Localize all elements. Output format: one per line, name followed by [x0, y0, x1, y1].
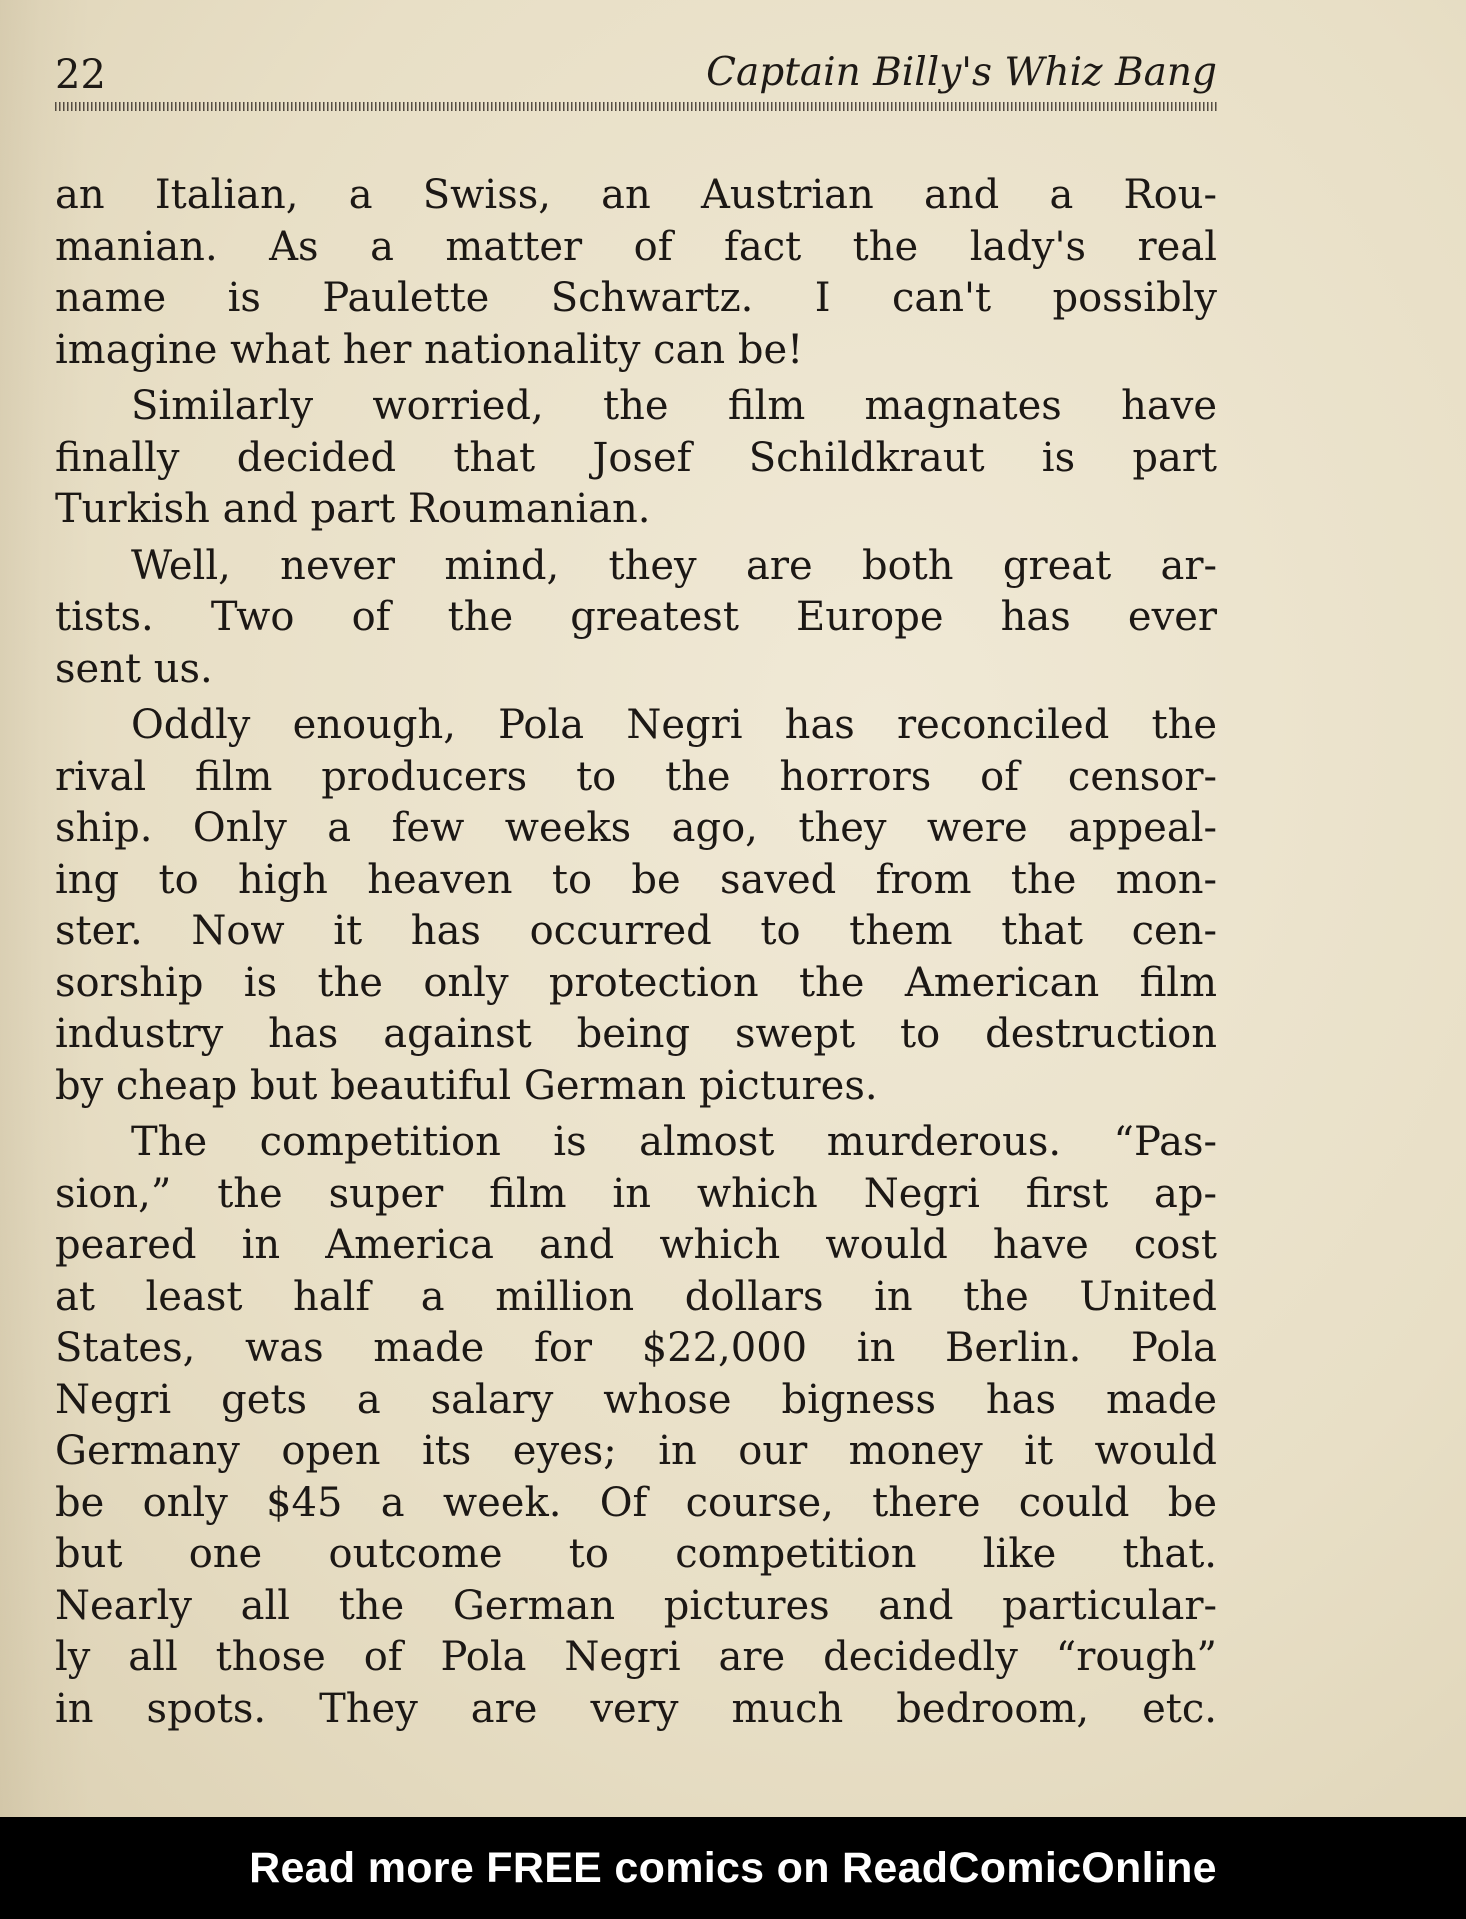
- promo-banner-text[interactable]: Read more FREE comics on ReadComicOnline: [249, 1843, 1217, 1892]
- text-line: Germany open its eyes; in our money it would: [55, 1428, 1217, 1474]
- text-line: States, was made for $22,000 in Berlin. Pola: [55, 1325, 1217, 1371]
- running-title: Captain Billy's Whiz Bang: [706, 50, 1217, 95]
- text-line: Oddly enough, Pola Negri has reconciled the: [131, 702, 1217, 748]
- text-line: industry has against being swept to destruction: [55, 1011, 1217, 1057]
- paragraph-5: [55, 1117, 1217, 1735]
- text-line: tists. Two of the greatest Europe has ever: [55, 594, 1217, 640]
- paragraph-1: [55, 170, 1217, 376]
- text-line: ly all those of Pola Negri are decidedly “rough”: [55, 1634, 1217, 1680]
- header-rule: [55, 102, 1217, 111]
- text-line: at least half a million dollars in the United: [55, 1273, 1217, 1320]
- text-line: sorship is the only protection the American film: [55, 959, 1217, 1006]
- text-line: peared in America and which would have cost: [55, 1222, 1217, 1268]
- paragraph-4: [55, 700, 1217, 1112]
- text-line: but one outcome to competition like that.: [55, 1531, 1217, 1577]
- text-line: ing to high heaven to be saved from the mon-: [55, 856, 1217, 903]
- text-line: finally decided that Josef Schildkraut is part: [55, 434, 1217, 481]
- text-line: sion,” the super film in which Negri first ap-: [55, 1170, 1217, 1217]
- text-line: The competition is almost murderous. “Pas-: [131, 1119, 1217, 1165]
- text-line: manian. As a matter of fact the lady's real: [55, 223, 1217, 270]
- text-line: sent us.: [55, 645, 213, 692]
- paragraph-3: [55, 541, 1217, 696]
- text-line: Nearly all the German pictures and particular-: [55, 1582, 1217, 1629]
- page-header: [55, 50, 1217, 110]
- text-line: be only $45 a week. Of course, there could be: [55, 1479, 1217, 1526]
- paragraph-2: [55, 381, 1217, 536]
- text-line: Well, never mind, they are both great ar-: [131, 542, 1217, 589]
- text-line: name is Paulette Schwartz. I can't possibly: [55, 275, 1217, 321]
- text-line: in spots. They are very much bedroom, etc.: [55, 1685, 1217, 1732]
- text-line: an Italian, a Swiss, an Austrian and a Rou-: [55, 172, 1217, 218]
- page-number: 22: [55, 52, 106, 98]
- text-line: ster. Now it has occurred to them that cen-: [55, 908, 1217, 954]
- text-line: rival film producers to the horrors of censor-: [55, 753, 1217, 800]
- article-body: [55, 170, 1217, 1735]
- promo-banner[interactable]: [0, 1817, 1466, 1919]
- text-line: Negri gets a salary whose bigness has made: [55, 1376, 1217, 1423]
- text-line: Turkish and part Roumanian.: [55, 486, 651, 532]
- text-line: by cheap but beautiful German pictures.: [55, 1062, 878, 1109]
- text-line: ship. Only a few weeks ago, they were appeal-: [55, 805, 1217, 851]
- text-line: imagine what her nationality can be!: [55, 326, 804, 373]
- text-line: Similarly worried, the film magnates have: [131, 383, 1217, 429]
